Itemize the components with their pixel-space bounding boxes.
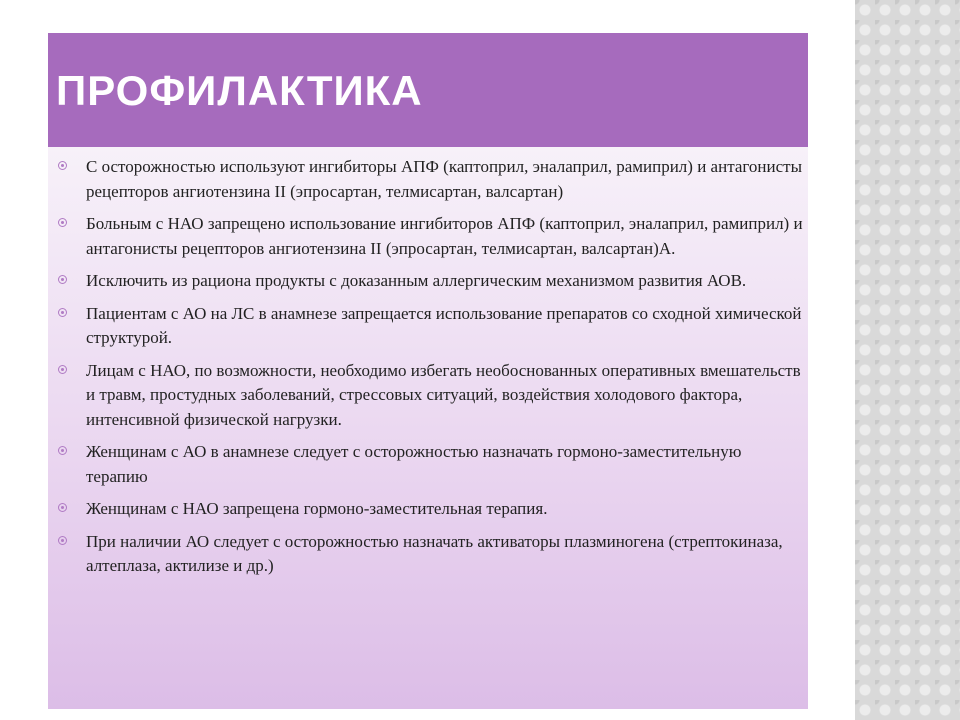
bullet-text: Пациентам с АО на ЛС в анамнезе запрещается использование препаратов со сходной химической структурой.	[86, 303, 802, 347]
bullet-list	[58, 155, 806, 587]
bullet-item	[58, 497, 806, 522]
bullet-item	[58, 440, 806, 489]
title-bar	[48, 33, 808, 147]
bullet-icon	[58, 446, 67, 455]
bullet-icon	[58, 275, 67, 284]
bullet-text: Женщинам с НАО запрещена гормоно-заместительная терапия.	[86, 499, 548, 518]
bullet-item	[58, 269, 806, 294]
slide-title: ПРОФИЛАКТИКА	[56, 67, 423, 114]
bullet-item	[58, 155, 806, 204]
bullet-icon	[58, 161, 67, 170]
bullet-icon	[58, 308, 67, 317]
bullet-text: Лицам с НАО, по возможности, необходимо избегать необоснованных оперативных вмешательств и травм, простудных заболеваний, стрессовых ситуаций, воздействия холодового фактора, интенсивной физической нагрузки.	[86, 360, 801, 429]
bullet-item	[58, 212, 806, 261]
bullet-text: Женщинам с АО в анамнезе следует с осторожностью назначать гормоно-заместительную терапию	[86, 442, 742, 486]
bullet-text: Исключить из рациона продукты с доказанным аллергическим механизмом развития АОВ.	[86, 271, 747, 290]
bullet-item	[58, 302, 806, 351]
bullet-item	[58, 530, 806, 579]
bullet-icon	[58, 365, 67, 374]
bullet-icon	[58, 503, 67, 512]
bullet-icon	[58, 536, 67, 545]
content-panel	[48, 147, 808, 709]
bullet-item	[58, 359, 806, 433]
bullet-icon	[58, 218, 67, 227]
bullet-text: С осторожностью используют ингибиторы АПФ (каптоприл, эналаприл, рамиприл) и антагонисты рецепторов ангиотензина II (эпросартан, телмисартан, валсартан)	[86, 157, 803, 201]
decorative-side-pattern	[855, 0, 960, 720]
bullet-text: Больным с НАО запрещено использование ингибиторов АПФ (каптоприл, эналаприл, рамиприл) и антагонисты рецепторов ангиотензина II (эпросартан, телмисартан, валсартан)А.	[86, 214, 803, 258]
bullet-text: При наличии АО следует с осторожностью назначать активаторы плазминогена (стрептокиназа, алтеплаза, актилизе и др.)	[86, 531, 783, 575]
